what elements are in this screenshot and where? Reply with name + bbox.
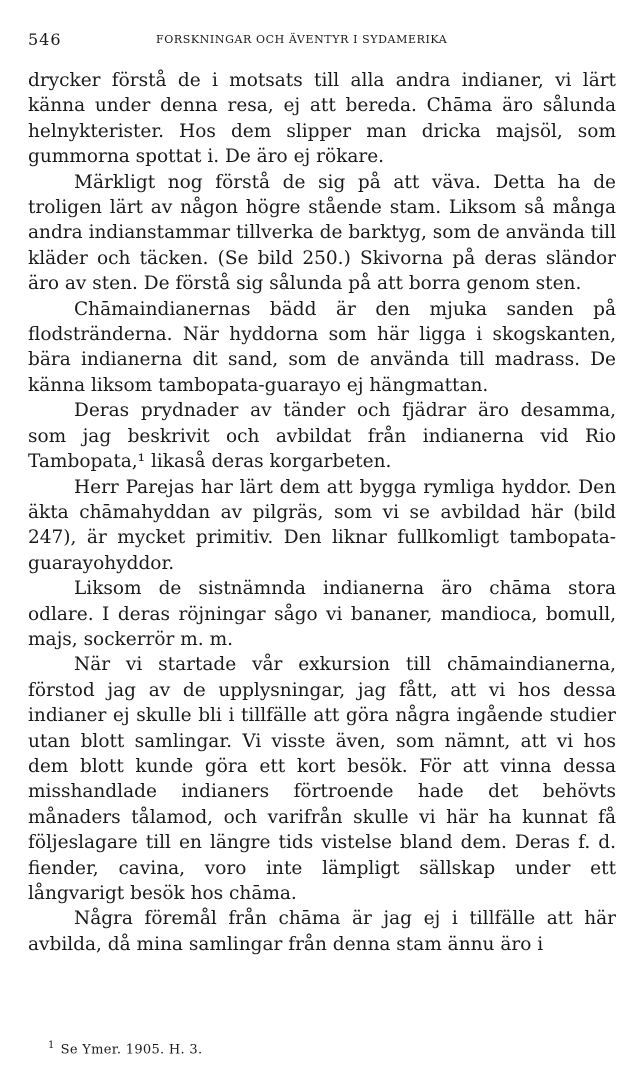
footnote-mark: 1 (48, 1040, 55, 1051)
page-number: 546 (28, 30, 62, 49)
footnote-text: Se Ymer. 1905. H. 3. (60, 1042, 203, 1058)
paragraph-5: Herr Parejas har lärt dem att bygga rymliga hyddor. Den äkta chāmahyddan av pilgräs, som vi se avbildad här (bild 247), är mycket primitiv. Den liknar fullkomligt tambopata-guarayohyddor. (28, 476, 616, 574)
book-page (28, 30, 616, 957)
paragraph-4: Deras prydnader av tänder och fjädrar äro desamma, som jag beskrivit och avbildat från indianerna vid Rio Tambopata,¹ likaså deras korgarbeten. (28, 400, 616, 473)
paragraph-6: Liksom de sistnämnda indianerna äro chāma stora odlare. I deras röjningar sågo vi bananer, mandioca, bomull, majs, sockerrör m. m. (28, 578, 616, 650)
paragraph-8: Några föremål från chāma är jag ej i tillfälle att här avbilda, då mina samlingar från denna stam ännu äro i (28, 908, 616, 955)
running-title: FORSKNINGAR OCH ÄVENTYR I SYDAMERIKA (156, 33, 448, 46)
footnote (28, 1040, 202, 1057)
paragraph-2: Märkligt nog förstå de sig på att väva. Detta ha de troligen lärt av någon högre stående stam. Liksom så många andra indianstammar tillverka de barktyg, som de använda till kläder och täcken. (Se bild 250.) Skivorna på deras sländor äro av sten. De förstå sig sålunda på att borra genom sten. (28, 171, 616, 295)
page-header (28, 30, 616, 52)
paragraph-3: Chāmaindianernas bädd är den mjuka sanden på flodstränderna. När hyddorna som här ligga i skogskanten, bära indianerna dit sand, som de använda till madrass. De känna liksom tambopata-guarayo ej hängmattan. (28, 298, 616, 396)
body-text (28, 68, 616, 957)
paragraph-1: drycker förstå de i motsats till alla andra indianer, vi lärt känna under denna resa, ej att bereda. Chāma äro sålunda helnykterister. Hos dem slipper man dricka majsöl, som gummorna spottat i. De äro ej rökare. (28, 70, 616, 168)
paragraph-7: När vi startade vår exkursion till chāmaindianerna, förstod jag av de upplysningar, jag fått, att vi hos dessa indianer ej skulle bli i tillfälle att göra några ingående studier utan blott samlingar. Vi visste även, som nämnt, att vi hos dem blott kunde göra ett kort besök. För att vinna dessa misshandlade indianers förtroende hade det behövts månaders tålamod, och varifrån skulle vi här ha kunnat få följeslagare till en längre tids vistelse bland dem. Deras f. d. fiender, cavina, voro inte lämpligt sällskap under ett långvarigt besök hos chāma. (28, 654, 616, 904)
